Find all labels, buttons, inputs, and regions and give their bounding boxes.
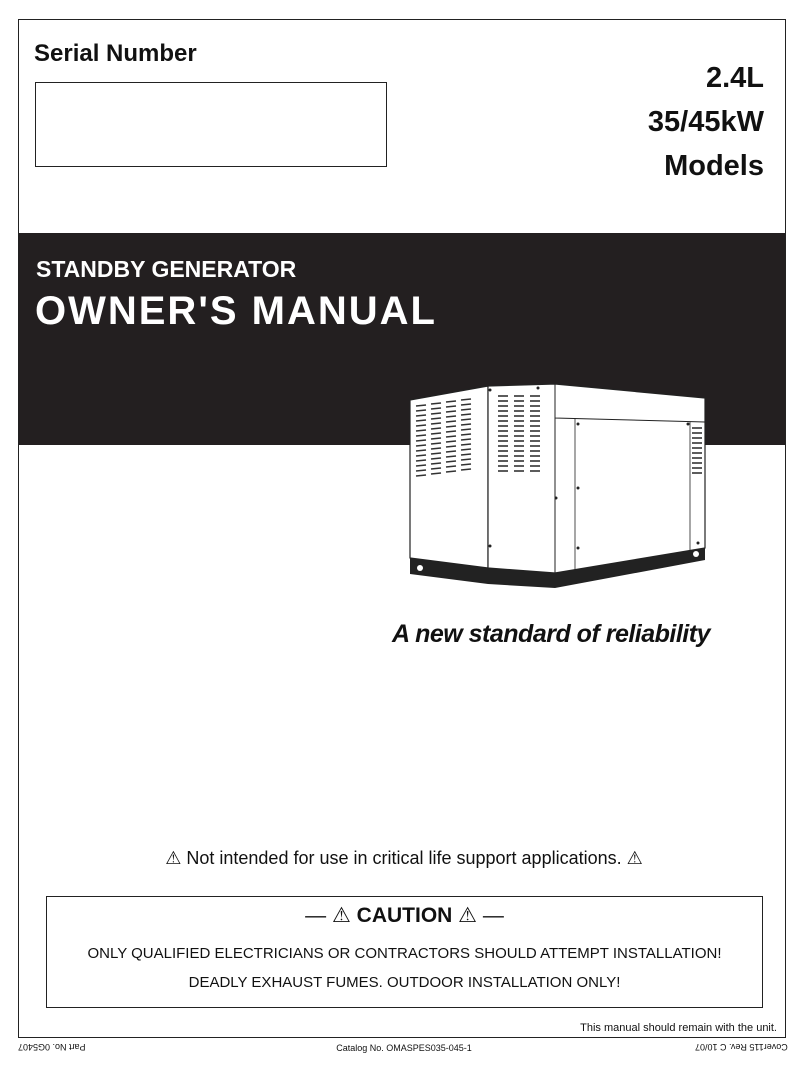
caution-prefix: — ⚠ bbox=[305, 904, 357, 927]
caution-line-exhaust: DEADLY EXHAUST FUMES. OUTDOOR INSTALLATION ONLY! bbox=[188, 974, 621, 991]
revision-code: Cover115 Rev. C 10/07 bbox=[695, 1042, 788, 1052]
caution-box bbox=[46, 896, 763, 1008]
part-number: Part No. 0G5407 bbox=[18, 1042, 86, 1052]
caution-heading bbox=[47, 903, 762, 928]
generator-illustration bbox=[400, 378, 710, 593]
model-displacement: 2.4L bbox=[705, 62, 764, 94]
banner-subtitle: STANDBY GENERATOR bbox=[36, 256, 297, 282]
serial-number-label: Serial Number bbox=[34, 40, 197, 67]
banner-title: OWNER'S MANUAL bbox=[35, 289, 437, 333]
life-support-warning: ⚠ Not intended for use in critical life support applications. ⚠ bbox=[165, 848, 643, 868]
model-power: 35/45kW bbox=[647, 106, 764, 138]
serial-number-field[interactable] bbox=[35, 82, 387, 167]
model-label: Models bbox=[664, 150, 764, 182]
model-info bbox=[648, 56, 764, 188]
caution-suffix: ⚠ — bbox=[452, 904, 504, 927]
caution-line-installation: ONLY QUALIFIED ELECTRICIANS OR CONTRACTORS SHOULD ATTEMPT INSTALLATION! bbox=[87, 945, 722, 962]
catalog-number: Catalog No. OMASPES035-045-1 bbox=[336, 1043, 472, 1053]
tagline: A new standard of reliability bbox=[392, 620, 710, 648]
caution-word: CAUTION bbox=[356, 904, 453, 927]
remain-notice: This manual should remain with the unit. bbox=[580, 1022, 777, 1034]
